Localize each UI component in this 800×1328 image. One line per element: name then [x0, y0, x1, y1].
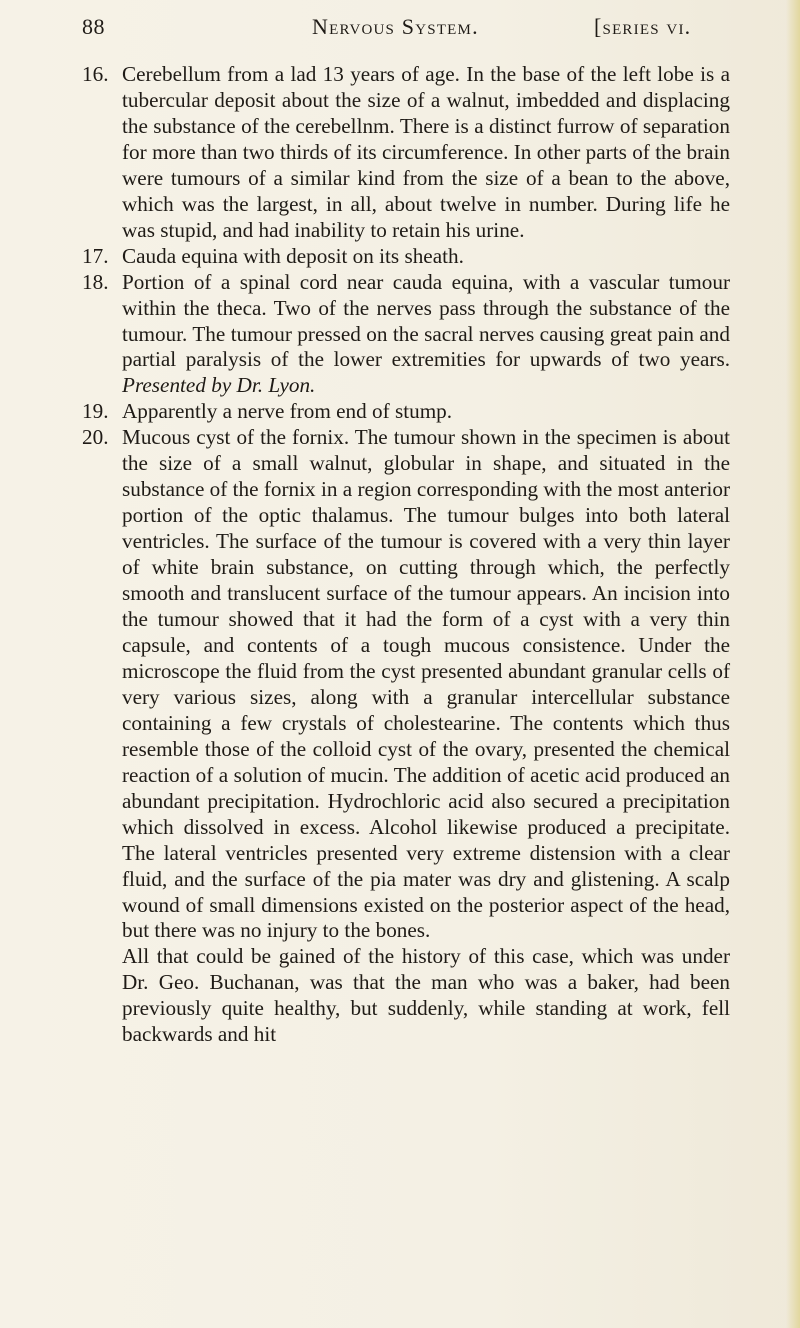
page-body [82, 62, 730, 1048]
catalogue-entry-18 [82, 270, 730, 400]
entry-number: 19. [82, 399, 109, 424]
catalogue-entry-19 [82, 399, 730, 425]
entry-credit: Presented by Dr. Lyon. [122, 373, 316, 398]
running-header [82, 14, 732, 44]
entry-text: Cauda equina with deposit on its sheath. [122, 243, 464, 268]
running-title: Nervous System. [312, 14, 479, 39]
catalogue-entry-16 [82, 62, 730, 244]
entry-number: 16. [82, 62, 109, 86]
entry-text: Cerebellum from a lad 13 years of age. In the base of the left lobe is a tubercular deposit about the size of a walnut, imbedded and displacing the substance of the cerebellnm. There is a distinct furrow of separation for more than two thirds of its circumference. In other parts of the brain were tumours of a similar kind from the size of a bean to the above, which was the largest, in all, about twelve in number. During life he was stupid, and had inability to retain his urine. [122, 62, 730, 242]
page-number: 88 [82, 14, 105, 39]
entry-number: 20. [82, 425, 109, 450]
page-edge [786, 0, 800, 1328]
entry-text: Portion of a spinal cord near cauda equina, with a vascular tumour within the theca. Two of the nerves pass through the substance of the tumour. The tumour pressed on the sacral nerves causing great pain and partial paralysis of the lower extremities for upwards of two years. [122, 269, 730, 372]
entry-number: 18. [82, 269, 109, 294]
entry-text: Apparently a nerve from end of stump. [122, 399, 453, 424]
entry-number: 17. [82, 243, 109, 268]
entry-continuation-paragraph: All that could be gained of the history of this case, which was under Dr. Geo. Buchanan, was that the man who was a baker, had been previously quite healthy, but suddenly, while standing at work, fell backwards and hit [122, 944, 730, 1047]
catalogue-entry-20 [82, 425, 730, 944]
catalogue-entry-17 [82, 244, 730, 270]
entry-text-wrapper [122, 270, 730, 400]
series-label: [series vi. [594, 14, 692, 39]
entry-text: Mucous cyst of the fornix. The tumour shown in the specimen is about the size of a small walnut, globular in shape, and situated in the substance of the fornix in a region corresponding with the most anterior portion of the optic thalamus. The tumour bulges into both lateral ventricles. The surface of the tumour is covered with a very thin layer of white brain substance, on cutting through which, the perfectly smooth and translucent surface of the tumour appears. An incision into the tumour showed that it had the form of a cyst with a very thin capsule, and contents of a tough mucous consistence. Under the microscope the fluid from the cyst presented abundant granular cells of very various sizes, along with a granular intercellular substance containing a few crystals of cholestearine. The contents which thus resemble those of the colloid cyst of the ovary, presented the chemical reaction of a solution of mucin. The addition of acetic acid produced an abundant precipitation. Hydrochloric acid also secured a precipitation which dissolved in excess. Alcohol likewise produced a precipitate. The lateral ventricles presented very extreme distension with a clear fluid, and the surface of the pia mater was dry and glistening. A scalp wound of small dimensions existed on the posterior aspect of the head, but there was no injury to the bones. [122, 425, 730, 943]
